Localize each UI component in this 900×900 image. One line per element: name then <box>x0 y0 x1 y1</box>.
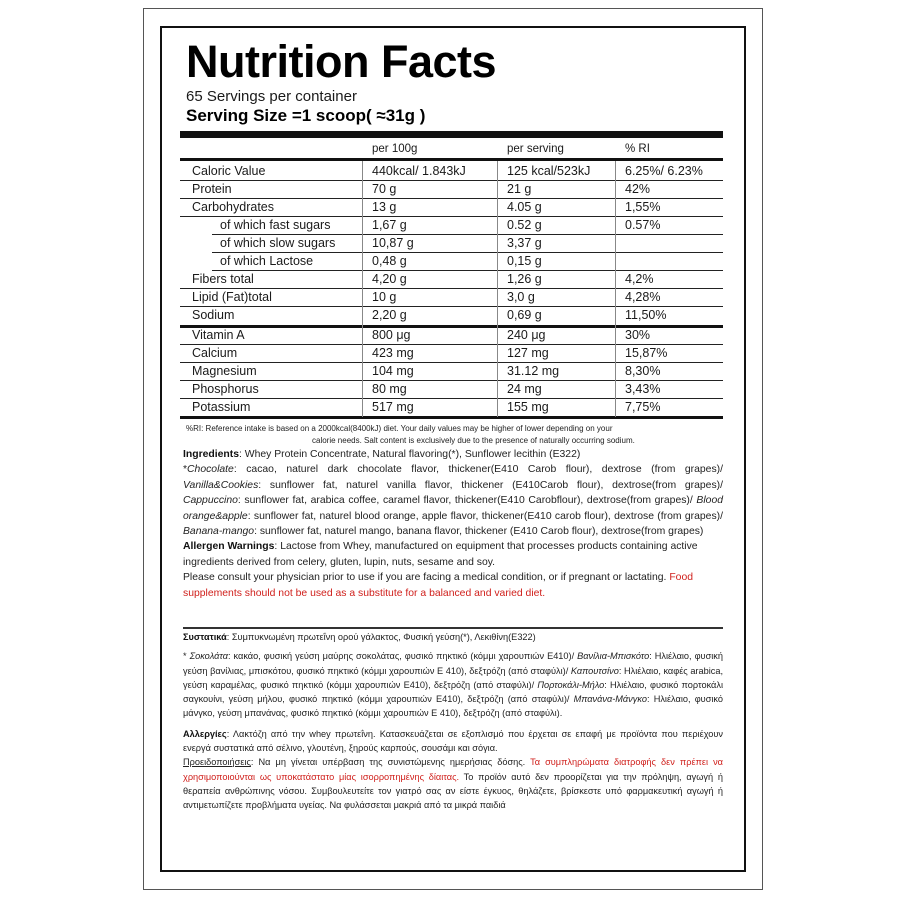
nutrient-name: Carbohydrates <box>192 200 274 214</box>
greek-section <box>183 630 723 813</box>
greek-precaution-label: Προειδοποιήσεις <box>183 757 251 768</box>
value-per-serving: 3,37 g <box>507 236 542 250</box>
nutrient-name: Potassium <box>192 400 251 414</box>
value-per-serving: 155 mg <box>507 400 549 414</box>
panel-title: Nutrition Facts <box>186 36 497 87</box>
greek-allergy-paragraph <box>183 727 723 756</box>
value-percent-ri: 8,30% <box>625 364 661 378</box>
greek-substitute-warning: Τα συμπληρώματα διατροφής δεν πρέπει να χρησιμοποιούνται ως υποκατάστατο μίας ισορροπημένης δίαιτας. <box>183 757 723 782</box>
ri-footnote-line2: calorie needs. Salt content is exclusively due to the presence of naturally occurring sodium. <box>312 436 635 445</box>
ingredients-text: : Whey Protein Concentrate, Natural flavoring(*), Sunflower lecithin (E322) <box>239 449 581 460</box>
value-per-100g: 10 g <box>372 290 397 304</box>
row-rule <box>180 288 723 289</box>
value-percent-ri: 30% <box>625 328 651 342</box>
column-divider <box>362 161 363 417</box>
greek-flavor-vanilla-label: Βανίλια-Μπισκότο <box>577 651 650 662</box>
nutrient-name: Magnesium <box>192 364 257 378</box>
value-per-serving: 127 mg <box>507 346 549 360</box>
servings-per-container: 65 Servings per container <box>186 88 357 105</box>
flavors-paragraph <box>183 462 723 539</box>
value-per-100g: 13 g <box>372 200 397 214</box>
heavy-rule-bottom <box>180 416 723 419</box>
flavor-chocolate-label: Chocolate <box>187 464 234 476</box>
nutrient-name: Protein <box>192 182 232 196</box>
value-percent-ri: 42% <box>625 182 651 196</box>
greek-flavor-banana-label: Μπανάνα-Μάνγκο <box>573 694 647 705</box>
ingredients-label: Ingredients <box>183 449 240 460</box>
value-percent-ri: 6.25%/ 6.23% <box>625 164 703 178</box>
row-rule <box>212 234 723 235</box>
greek-flavor-orange-text: : Ηλιέλαιο, φυσικό πορτοκάλι σαγκουίνι, γεύση μήλου, φυσικό πηκτικό (κόμμι χαρουπιών E410), δεξτρόζη (από σταφύλι)/ <box>183 679 723 705</box>
flavor-banana-label: Banana-mango <box>183 526 255 538</box>
header-per-100g: per 100g <box>372 143 418 155</box>
header-percent-ri: % RI <box>625 143 650 155</box>
flavor-cappuccino-label: Cappuccino <box>183 495 238 507</box>
nutrient-name: of which Lactose <box>220 254 314 268</box>
value-percent-ri: 15,87% <box>625 346 668 360</box>
row-rule <box>212 252 723 253</box>
nutrient-name: Fibers total <box>192 272 254 286</box>
value-per-100g: 423 mg <box>372 346 414 360</box>
value-percent-ri: 3,43% <box>625 382 661 396</box>
greek-flavor-banana-text: : Ηλιέλαιο, φυσικό μάνγκο, γεύση μπανάνας, φυσικό πηκτικό (κόμμι χαρουπιών E 410), δεξτρόζη (από σταφύλι). <box>183 694 723 719</box>
greek-flavor-chocolate-label: Σοκολάτα <box>189 651 228 662</box>
value-per-100g: 1,67 g <box>372 218 407 232</box>
greek-flavor-cappuccino-text: : Ηλιέλαιο, καφές arabica, γεύση καραμέλας, φυσικό πηκτικό (κόμμι χαρουπιών E410), δεξτρόζη (από σταφύλι)/ <box>183 665 723 690</box>
flavor-banana-text: : sunflower fat, naturel mango, banana flavor, thickener (E410 Carob flour), dextrose(from grapes) <box>254 526 704 538</box>
nutrient-name: Sodium <box>192 308 235 322</box>
heavy-rule-top <box>180 131 723 138</box>
value-per-100g: 10,87 g <box>372 236 414 250</box>
greek-flavor-asterisk: * <box>183 651 190 662</box>
nutrient-name: Vitamin A <box>192 328 245 342</box>
nutrient-name: Lipid (Fat)total <box>192 290 272 304</box>
greek-ingredients-label: Συστατικά <box>183 632 227 642</box>
value-per-100g: 4,20 g <box>372 272 407 286</box>
value-per-100g: 440kcal/ 1.843kJ <box>372 164 466 178</box>
english-section <box>183 447 723 601</box>
nutrient-name: Phosphorus <box>192 382 259 396</box>
greek-precaution-paragraph <box>183 755 723 812</box>
value-per-serving: 1,26 g <box>507 272 542 286</box>
greek-allergy-label: Αλλεργίες <box>183 728 227 739</box>
value-per-serving: 24 mg <box>507 382 542 396</box>
column-divider <box>615 161 616 417</box>
row-rule <box>180 306 723 307</box>
flavor-vanilla-label: Vanilla&Cookies <box>183 479 259 491</box>
greek-flavor-chocolate-text: : κακάο, φυσική γεύση μαύρης σοκολάτας, φυσικό πηκτικό (κόμμι χαρουπιών E410)/ <box>227 651 578 662</box>
value-per-serving: 125 kcal/523kJ <box>507 164 591 178</box>
heavy-rule-header <box>180 158 723 161</box>
value-per-serving: 240 μg <box>507 328 546 342</box>
row-rule <box>212 270 723 271</box>
greek-ingredients-text: : Συμπυκνωμένη πρωτεΐνη ορού γάλακτος, Φυσική γεύση(*), Λεκιθίνη(E322) <box>226 632 536 642</box>
row-rule <box>180 216 723 217</box>
value-per-serving: 0,15 g <box>507 254 542 268</box>
row-rule <box>180 380 723 381</box>
row-rule <box>180 344 723 345</box>
row-rule <box>180 180 723 181</box>
serving-size: Serving Size =1 scoop( ≈31g ) <box>186 106 426 125</box>
ri-footnote-line1: %RI: Reference intake is based on a 2000kcal(8400kJ) diet. Your daily values may be higher of lower depending on your <box>186 424 613 433</box>
row-rule <box>180 198 723 199</box>
value-per-serving: 4.05 g <box>507 200 542 214</box>
value-percent-ri: 4,28% <box>625 290 661 304</box>
ingredients-line <box>183 447 723 462</box>
value-per-100g: 80 mg <box>372 382 407 396</box>
greek-allergy-text: : Λακτόζη από την whey πρωτεΐνη. Κατασκευάζεται σε εξοπλισμό που έρχεται σε επαφή με προϊόντα που περιέχουν ενεργά συστατικά από σέλινο, γλουτένη, ξηρούς καρπούς, σουσάμι και σόγια. <box>183 728 723 754</box>
column-divider <box>497 161 498 417</box>
row-rule <box>180 398 723 399</box>
row-rule <box>180 362 723 363</box>
greek-precaution-tail: Το προϊόν αυτό δεν προορίζεται για την πρόληψη, αγωγή ή θεραπεία ανθρώπινης νόσου. Συμβουλευτείτε τον γιατρό σας αν είστε έγκυος, θηλάζετε, βρίσκεστε υπό φαρμακευτική αγωγή ή αντιμετωπίζετε προβλήματα υγείας. Να φυλάσσεται μακριά από τα μικρά παιδιά <box>183 771 723 811</box>
allergen-paragraph <box>183 539 723 570</box>
flavor-cappuccino-text: : sunflower fat, arabica coffee, caramel flavor, thickener(E410 Carobflour), dextrose(from grapes)/ <box>237 495 697 507</box>
value-per-100g: 70 g <box>372 182 397 196</box>
value-per-100g: 104 mg <box>372 364 414 378</box>
value-percent-ri: 11,50% <box>625 308 667 322</box>
flavor-asterisk: * <box>183 464 188 476</box>
value-per-serving: 3,0 g <box>507 290 535 304</box>
greek-flavor-cappuccino-label: Καπουτσίνο <box>570 665 619 676</box>
allergen-text: : Lactose from Whey, manufactured on equipment that processes products containing active ingredients derived from celery, gluten, lupin, nuts, sesame and soy. <box>183 541 698 568</box>
value-per-serving: 0.52 g <box>507 218 542 232</box>
greek-ingredients-line <box>183 630 723 644</box>
nutrient-name: Caloric Value <box>192 164 266 178</box>
nutrient-name: of which fast sugars <box>220 218 331 232</box>
flavor-blood-orange-text: : sunflower fat, naturel blood orange, apple flavor, thickener(E410 carob flour), dextrose (from grapes)/ <box>247 510 723 522</box>
nutrient-name: Calcium <box>192 346 238 360</box>
value-percent-ri: 0.57% <box>625 218 661 232</box>
consult-text: Please consult your physician prior to use if you are facing a medical condition, or if pregnant or lactating. <box>183 572 670 584</box>
value-per-serving: 0,69 g <box>507 308 542 322</box>
consult-paragraph <box>183 570 723 601</box>
value-per-serving: 21 g <box>507 182 532 196</box>
flavor-blood-orange-label: Blood orange&apple <box>183 495 723 522</box>
value-per-100g: 800 μg <box>372 328 411 342</box>
flavor-chocolate-text: : cacao, naturel dark chocolate flavor, thickener(E410 Carob flour), dextrose (from grapes)/ <box>233 464 723 476</box>
greek-flavor-orange-label: Πορτοκάλι-Μήλο <box>537 679 605 690</box>
greek-flavors-paragraph <box>183 649 723 720</box>
value-per-100g: 517 mg <box>372 400 414 414</box>
nutrient-name: of which slow sugars <box>220 236 336 250</box>
value-percent-ri: 7,75% <box>625 400 661 414</box>
value-percent-ri: 4,2% <box>625 272 654 286</box>
value-percent-ri: 1,55% <box>625 200 661 214</box>
allergen-label: Allergen Warnings <box>183 541 275 553</box>
substitute-warning: Food supplements should not be used as a substitute for a balanced and varied diet. <box>183 572 694 599</box>
header-per-serving: per serving <box>507 143 564 155</box>
value-per-100g: 0,48 g <box>372 254 407 268</box>
value-per-serving: 31.12 mg <box>507 364 560 378</box>
greek-flavor-vanilla-text: : Ηλιέλαιο, φυσική γεύση βανίλιας, μπισκότου, φυσικό πηκτικό (κόμμι χαρουπιών E 410), δεξτρόζη (από σταφύλι)/ <box>183 651 723 676</box>
greek-precaution-text: : Να μη γίνεται υπέρβαση της συνιστώμενης ημερήσιας δόσης. <box>250 757 531 768</box>
language-divider <box>183 627 723 629</box>
value-per-100g: 2,20 g <box>372 308 407 322</box>
flavor-vanilla-text: : sunflower fat, naturel vanilla flavor, thickener (E410Carob flour), dextrose(from grapes)/ <box>258 479 723 491</box>
